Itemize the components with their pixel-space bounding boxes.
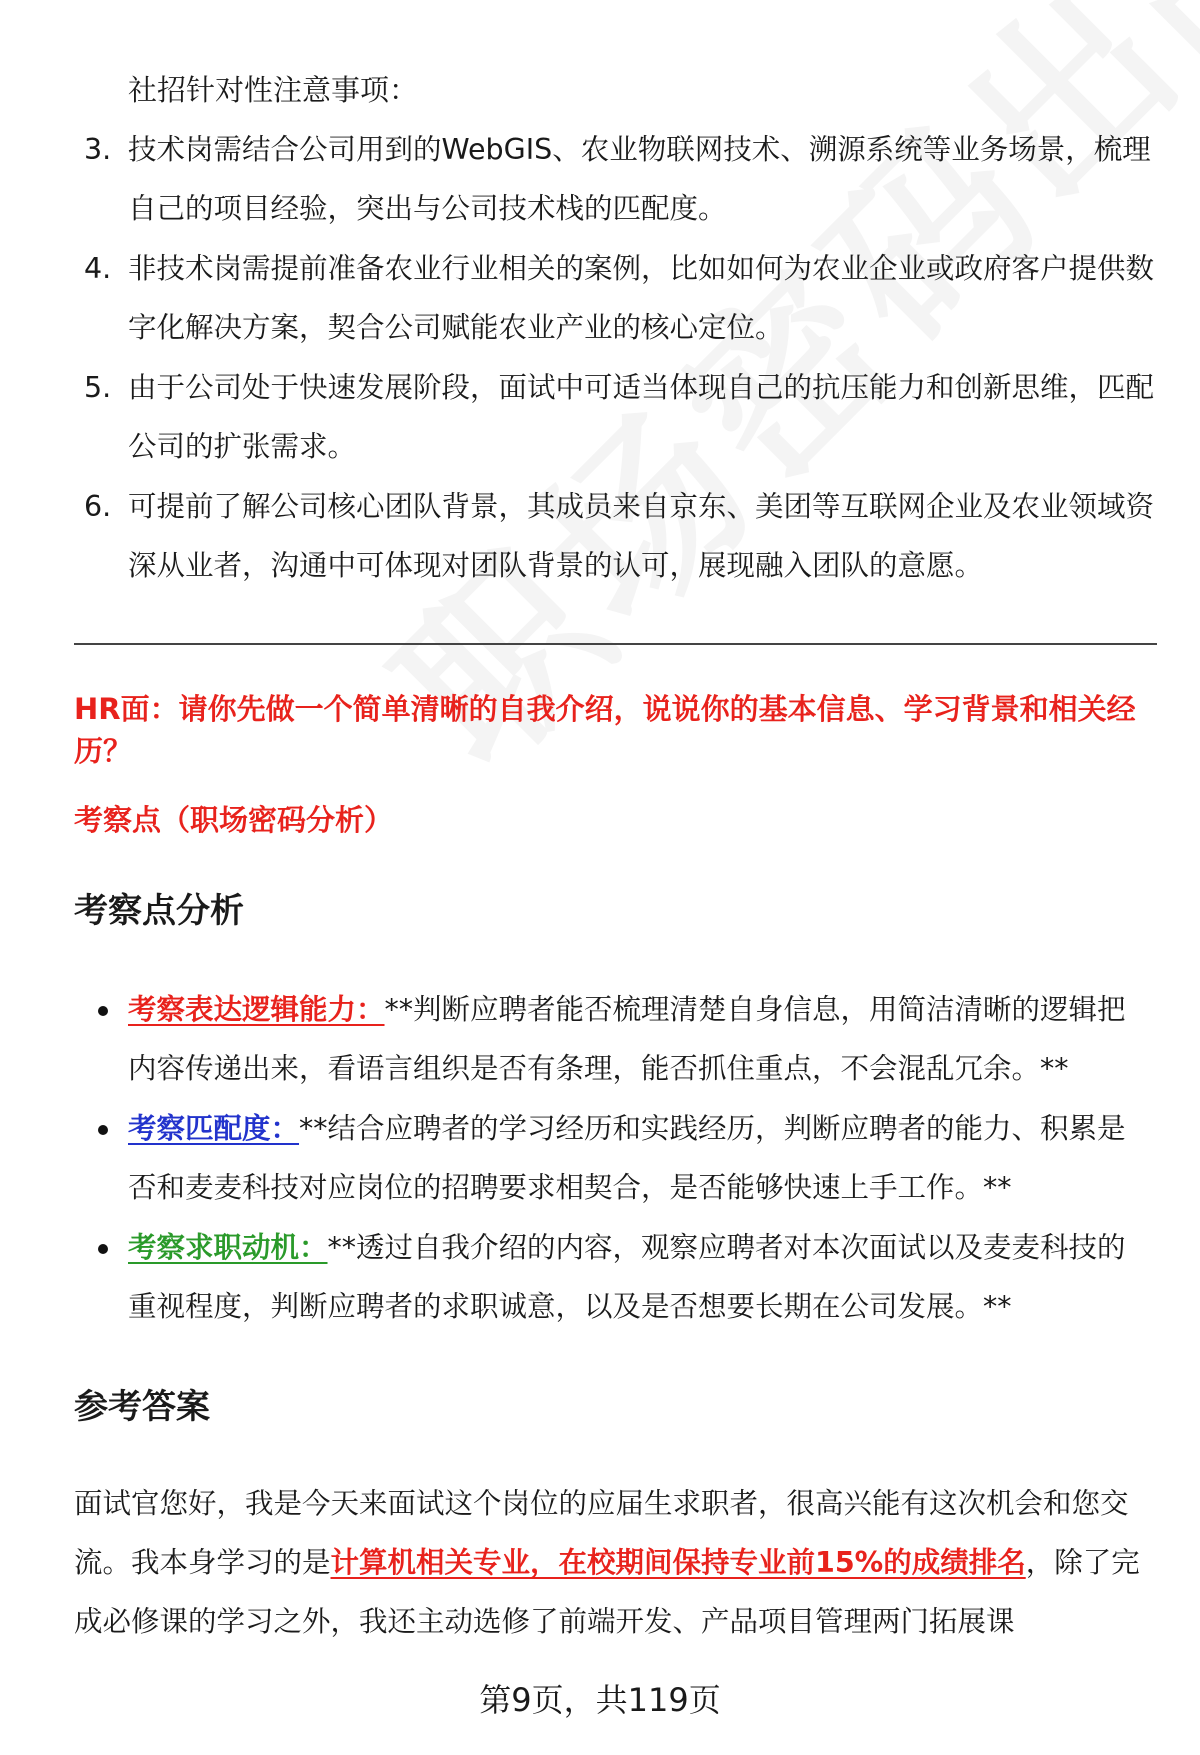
divider <box>74 643 1157 645</box>
bullet-text: **判断应聘者能否梳理清楚自身信息，用简洁清晰的逻辑把内容传递出来，看语言组织是否有条理，能否抓住重点，不会混乱冗余。** <box>128 993 1126 1085</box>
list-item-text: 技术岗需结合公司用到的WebGIS、农业物联网技术、溯源系统等业务场景，梳理自己的项目经验，突出与公司技术栈的匹配度。 <box>128 133 1151 225</box>
analysis-heading: 考察点分析 <box>74 891 244 931</box>
list-item <box>74 120 1154 238</box>
answer-heading: 参考答案 <box>74 1387 210 1427</box>
analysis-bullet-list <box>74 980 1154 1337</box>
list-item-text: 非技术岗需提前准备农业行业相关的案例，比如如何为农业企业或政府客户提供数字化解决方案，契合公司赋能农业产业的核心定位。 <box>128 252 1155 344</box>
list-item <box>74 477 1154 595</box>
bullet-item <box>74 980 1154 1098</box>
list-item <box>74 358 1154 476</box>
bullet-dot-icon <box>98 1244 108 1254</box>
answer-paragraph <box>74 1474 1156 1651</box>
list-number: 3. <box>84 133 112 166</box>
bullet-item <box>74 1099 1154 1217</box>
bullet-label: 考察匹配度： <box>128 1112 300 1145</box>
inspection-point-title: 考察点（职场密码分析） <box>74 803 394 837</box>
bullet-label: 考察表达逻辑能力： <box>128 993 385 1026</box>
answer-text: ，除了完成必修课的学习之外，我还主动选修了前端开发、产品项目管理两门拓展课 <box>74 1546 1140 1638</box>
hr-question: HR面：请你先做一个简单清晰的自我介绍，说说你的基本信息、学习背景和相关经历？ <box>74 692 1136 768</box>
answer-highlight: 计算机相关专业，在校期间保持专业前15%的成绩排名 <box>330 1546 1026 1579</box>
numbered-list <box>74 120 1154 596</box>
bullet-text: **透过自我介绍的内容，观察应聘者对本次面试以及麦麦科技的重视程度，判断应聘者的求职诚意，以及是否想要长期在公司发展。** <box>128 1231 1126 1323</box>
list-item-text: 由于公司处于快速发展阶段，面试中可适当体现自己的抗压能力和创新思维，匹配公司的扩张需求。 <box>128 371 1155 463</box>
bullet-item <box>74 1218 1154 1336</box>
page-footer: 第9页，共119页 <box>479 1681 721 1719</box>
answer-text: 面试官您好，我是今天来面试这个岗位的应届生求职者，很高兴能有这次机会和您交流。我本身学习的是 <box>74 1487 1129 1579</box>
list-item <box>74 239 1154 357</box>
list-number: 5. <box>84 371 112 404</box>
bullet-text: **结合应聘者的学习经历和实践经历，判断应聘者的能力、积累是否和麦麦科技对应岗位的招聘要求相契合，是否能够快速上手工作。** <box>128 1112 1126 1204</box>
list-number: 4. <box>84 252 112 285</box>
list-number: 6. <box>84 490 112 523</box>
bullet-dot-icon <box>98 1006 108 1016</box>
section-label: 社招针对性注意事项： <box>128 73 419 107</box>
list-item-text: 可提前了解公司核心团队背景，其成员来自京东、美团等互联网企业及农业领域资深从业者，沟通中可体现对团队背景的认可，展现融入团队的意愿。 <box>128 490 1155 582</box>
bullet-dot-icon <box>98 1125 108 1135</box>
bullet-label: 考察求职动机： <box>128 1231 328 1264</box>
